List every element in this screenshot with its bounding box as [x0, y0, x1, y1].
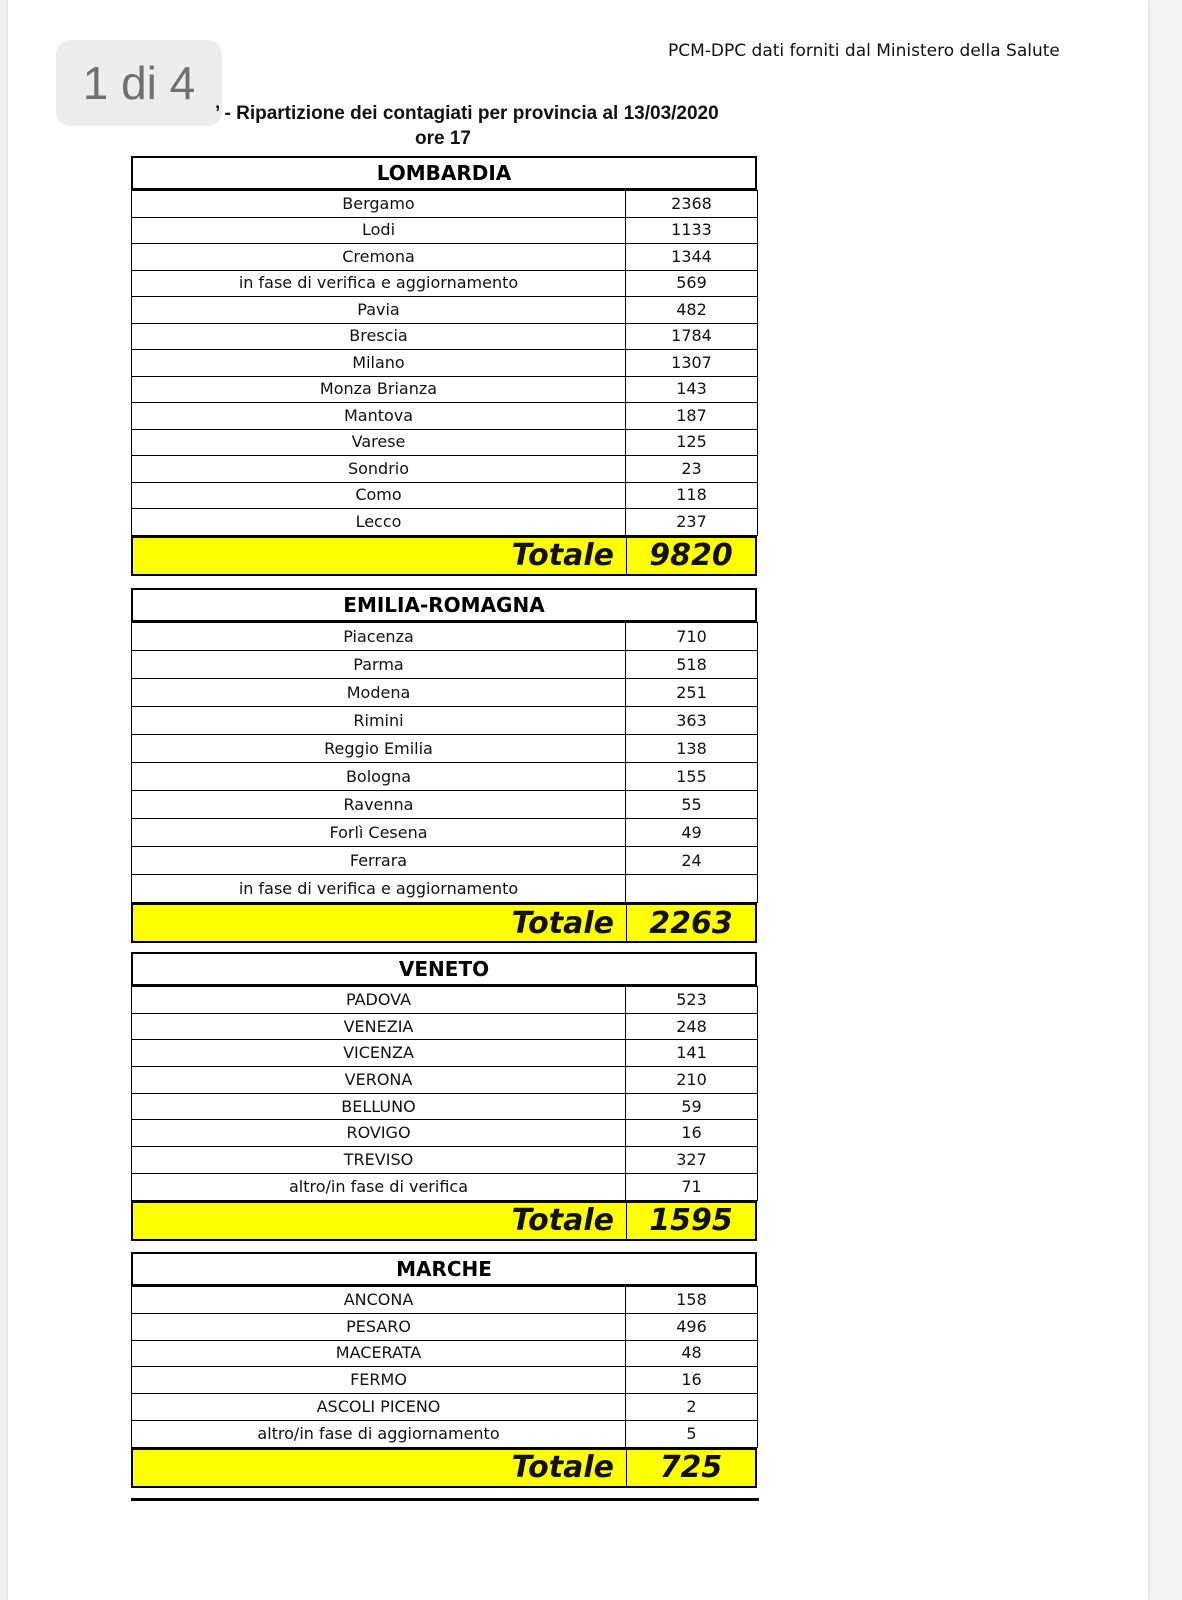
- province-name: Sondrio: [132, 456, 626, 483]
- table-row: [132, 1287, 758, 1314]
- document-title: [215, 101, 765, 151]
- table-row: [132, 323, 758, 350]
- case-count: 55: [626, 791, 758, 819]
- case-count: 59: [626, 1093, 758, 1120]
- case-count: 1133: [626, 217, 758, 244]
- case-count: 158: [626, 1287, 758, 1314]
- case-count: 141: [626, 1040, 758, 1067]
- province-name: Piacenza: [132, 623, 626, 651]
- province-table: [131, 190, 758, 536]
- province-name: Bergamo: [132, 191, 626, 218]
- table-row: [132, 297, 758, 324]
- case-count: 496: [626, 1313, 758, 1340]
- table-row: [132, 1147, 758, 1174]
- province-name: Mantova: [132, 403, 626, 430]
- region-header: LOMBARDIA: [131, 156, 757, 190]
- case-count: 24: [626, 847, 758, 875]
- case-count: 16: [626, 1367, 758, 1394]
- province-name: PESARO: [132, 1313, 626, 1340]
- table-row: [132, 509, 758, 536]
- region-table-lombardia: [131, 156, 757, 576]
- total-row: [131, 1201, 757, 1241]
- total-row: [131, 536, 757, 576]
- table-row: [132, 1067, 758, 1094]
- total-label: Totale: [133, 1450, 627, 1486]
- table-row: [132, 191, 758, 218]
- case-count: 710: [626, 623, 758, 651]
- province-name: Rimini: [132, 707, 626, 735]
- province-name: MACERATA: [132, 1340, 626, 1367]
- case-count: 210: [626, 1067, 758, 1094]
- table-row: [132, 1040, 758, 1067]
- title-line-1: ’ - Ripartizione dei contagiati per provincia al 13/03/2020: [215, 103, 719, 124]
- table-row: [132, 403, 758, 430]
- province-name: Pavia: [132, 297, 626, 324]
- province-name: ROVIGO: [132, 1120, 626, 1147]
- table-row: [132, 456, 758, 483]
- province-name: Cremona: [132, 244, 626, 271]
- case-count: 155: [626, 763, 758, 791]
- case-count: 518: [626, 651, 758, 679]
- table-row: [132, 1093, 758, 1120]
- province-name: VENEZIA: [132, 1013, 626, 1040]
- table-row: [132, 1313, 758, 1340]
- total-value: 9820: [649, 538, 733, 573]
- case-count: 48: [626, 1340, 758, 1367]
- case-count: 23: [626, 456, 758, 483]
- case-count: 138: [626, 735, 758, 763]
- province-name: BELLUNO: [132, 1093, 626, 1120]
- case-count: 248: [626, 1013, 758, 1040]
- province-name: in fase di verifica e aggiornamento: [132, 270, 626, 297]
- bottom-rule: [131, 1498, 759, 1501]
- table-row: [132, 707, 758, 735]
- case-count: 143: [626, 376, 758, 403]
- case-count: 1784: [626, 323, 758, 350]
- province-name: Lecco: [132, 509, 626, 536]
- table-row: [132, 763, 758, 791]
- case-count: 1307: [626, 350, 758, 377]
- province-name: VICENZA: [132, 1040, 626, 1067]
- page-indicator: 1 di 4: [56, 40, 222, 126]
- province-name: Reggio Emilia: [132, 735, 626, 763]
- total-row: [131, 903, 757, 943]
- province-name: Forlì Cesena: [132, 819, 626, 847]
- table-row: [132, 1173, 758, 1200]
- province-name: Milano: [132, 350, 626, 377]
- case-count: 523: [626, 987, 758, 1014]
- case-count: [626, 875, 758, 903]
- case-count: 118: [626, 482, 758, 509]
- province-name: Monza Brianza: [132, 376, 626, 403]
- region-table-veneto: [131, 952, 757, 1241]
- province-name: ASCOLI PICENO: [132, 1394, 626, 1421]
- province-name: FERMO: [132, 1367, 626, 1394]
- total-label: Totale: [133, 905, 627, 941]
- province-name: TREVISO: [132, 1147, 626, 1174]
- total-row: [131, 1448, 757, 1488]
- province-name: Varese: [132, 429, 626, 456]
- region-table-emilia-romagna: [131, 588, 757, 943]
- province-name: Ravenna: [132, 791, 626, 819]
- province-name: Como: [132, 482, 626, 509]
- case-count: 569: [626, 270, 758, 297]
- case-count: 1344: [626, 244, 758, 271]
- province-name: VERONA: [132, 1067, 626, 1094]
- title-line-2: ore 17: [415, 128, 471, 149]
- province-table: [131, 986, 758, 1201]
- table-row: [132, 1120, 758, 1147]
- case-count: 237: [626, 509, 758, 536]
- province-name: ANCONA: [132, 1287, 626, 1314]
- case-count: 327: [626, 1147, 758, 1174]
- province-name: Modena: [132, 679, 626, 707]
- total-label: Totale: [133, 1203, 627, 1239]
- province-name: Bologna: [132, 763, 626, 791]
- table-row: [132, 679, 758, 707]
- table-row: [132, 735, 758, 763]
- case-count: 2: [626, 1394, 758, 1421]
- total-value: 2263: [649, 905, 733, 941]
- total-label: Totale: [133, 538, 627, 574]
- region-header: EMILIA-ROMAGNA: [131, 588, 757, 622]
- total-value: 725: [659, 1450, 723, 1486]
- table-row: [132, 819, 758, 847]
- province-table: [131, 1286, 758, 1448]
- total-value: 1595: [649, 1203, 733, 1238]
- case-count: 5: [626, 1420, 758, 1447]
- case-count: 49: [626, 819, 758, 847]
- table-row: [132, 217, 758, 244]
- case-count: 16: [626, 1120, 758, 1147]
- table-row: [132, 987, 758, 1014]
- case-count: 125: [626, 429, 758, 456]
- table-row: [132, 875, 758, 903]
- case-count: 251: [626, 679, 758, 707]
- table-row: [132, 1394, 758, 1421]
- case-count: 2368: [626, 191, 758, 218]
- table-row: [132, 376, 758, 403]
- region-header: VENETO: [131, 952, 757, 986]
- table-row: [132, 1367, 758, 1394]
- province-name: PADOVA: [132, 987, 626, 1014]
- source-note: PCM-DPC dati forniti dal Ministero della Salute: [668, 41, 1060, 61]
- table-row: [132, 1013, 758, 1040]
- table-row: [132, 482, 758, 509]
- province-name: altro/in fase di verifica: [132, 1173, 626, 1200]
- case-count: 482: [626, 297, 758, 324]
- case-count: 71: [626, 1173, 758, 1200]
- table-row: [132, 623, 758, 651]
- table-row: [132, 270, 758, 297]
- table-row: [132, 1420, 758, 1447]
- province-table: [131, 622, 758, 903]
- region-header: MARCHE: [131, 1252, 757, 1286]
- province-name: Lodi: [132, 217, 626, 244]
- province-name: Brescia: [132, 323, 626, 350]
- table-row: [132, 1340, 758, 1367]
- region-table-marche: [131, 1252, 757, 1488]
- province-name: altro/in fase di aggiornamento: [132, 1420, 626, 1447]
- province-name: Ferrara: [132, 847, 626, 875]
- table-row: [132, 651, 758, 679]
- table-row: [132, 791, 758, 819]
- province-name: Parma: [132, 651, 626, 679]
- table-row: [132, 847, 758, 875]
- table-row: [132, 244, 758, 271]
- table-row: [132, 350, 758, 377]
- case-count: 363: [626, 707, 758, 735]
- table-row: [132, 429, 758, 456]
- case-count: 187: [626, 403, 758, 430]
- province-name: in fase di verifica e aggiornamento: [132, 875, 626, 903]
